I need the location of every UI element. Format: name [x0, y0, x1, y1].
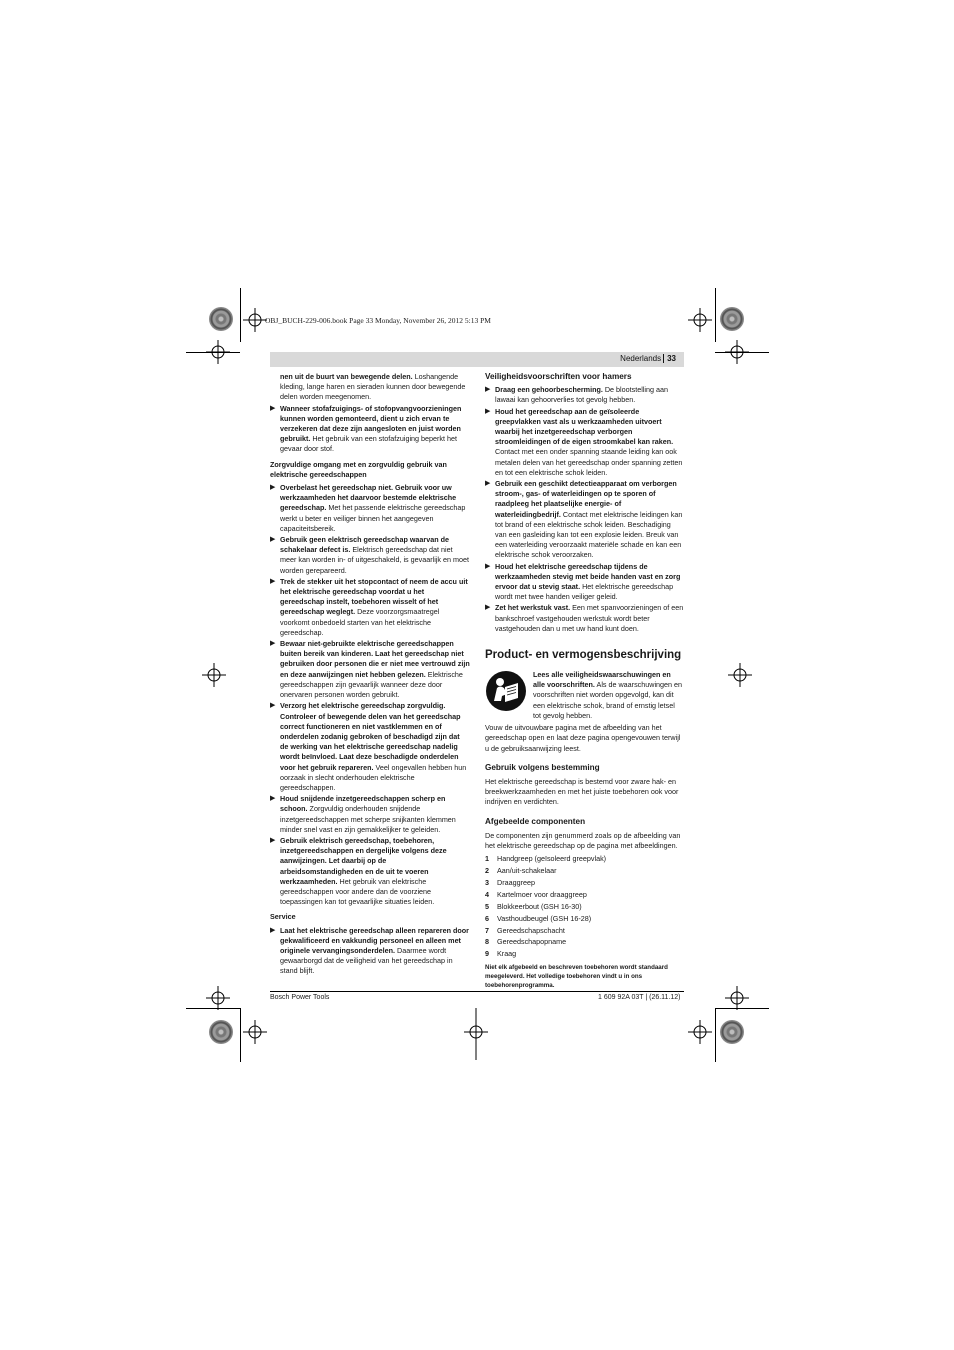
footer-divider: [270, 991, 684, 992]
item-number: 1: [485, 854, 489, 864]
list-item: ▶ Draag een gehoorbescherming. De blootstelling aan lawaai kan gehoorverlies tot gevolg hebben.: [485, 385, 668, 405]
warning-block: Lees alle veiligheidswaarschuwingen en alle voorschriften. Als de waarschuwingen en voorschriften niet worden opgevolgd, kan dit een elektrische schok, brand of ernstig letsel tot gevolg hebben.: [485, 670, 684, 721]
list-item: [485, 853, 684, 865]
list-item: ▶ Houd het elektrische gereedschap tijdens de werkzaamheden stevig met beide handen vast en zorg ervoor dat u stevig staat. Het elektrische gereedschap wordt met twee handen veiliger geleid.: [485, 561, 681, 602]
paragraph: Vouw de uitvouwbare pagina met de afbeelding van het gereedschap open en laat deze pagina opengevouwen terwijl u de gebruiksaanwijzing leest.: [485, 723, 681, 753]
header-section: Nederlands: [620, 354, 662, 363]
paragraph: De componenten zijn genummerd zoals op de afbeelding van het elektrische gereedschap op de pagina met afbeeldingen.: [485, 830, 681, 850]
print-slug: OBJ_BUCH-229-006.book Page 33 Monday, November 26, 2012 5:13 PM: [265, 316, 491, 325]
item-number: 7: [485, 925, 489, 935]
paragraph: Het elektrische gereedschap is bestemd voor zware hak- en breekwerkzaamheden en met het juiste toebehoren ook voor indrijven en verdichten.: [485, 776, 679, 807]
manual-reading-icon: [485, 670, 527, 712]
item-label: Vasthoudbeugel (GSH 16-28): [497, 913, 592, 923]
section-heading: Zorgvuldige omgang met en zorgvuldig gebruik van elektrische gereedschappen: [270, 459, 447, 479]
note: Niet elk afgebeeld en beschreven toebehoren wordt standaard meegeleverd. Het volledige toebehoren vindt u in ons toebehorenprogramma.: [485, 964, 668, 990]
list-item: ▶ Verzorg het elektrische gereedschap zorgvuldig. Controleer of bewegende delen van het gereedschap correct functioneren en niet vastklemmen en of onderdelen zodanig gebroken of beschadigd zijn dat de werking van het elektrische gereedschap nadelig wordt beïnvloed. Laat deze beschadigde onderdelen voor het gebruik repareren. Veel ongevallen hebben hun oorzaak in slecht onderhouden elektrische gereedschappen.: [270, 701, 467, 792]
item-label: Draaggreep: [497, 877, 535, 887]
list-item: ▶ Gebruik elektrisch gereedschap, toebehoren, inzetgereedschappen en dergelijke volgens deze aanwijzingen. Let daarbij op de arbeidsomstandigheden en de uit te voeren werkzaamheden. Het gebruik van elektrische gereedschappen voor andere dan de voorziene toepassingen kan tot gevaarlijke situaties leiden.: [270, 835, 447, 907]
page-header: [270, 352, 684, 367]
footer-brand: Bosch Power Tools: [270, 994, 330, 1001]
chapter-title: Product- en vermogensbeschrijving: [485, 649, 682, 662]
section-heading: Service: [270, 912, 296, 922]
list-item: [485, 913, 684, 925]
footer-code: 1 609 92A 03T | (26.11.12): [598, 994, 681, 1001]
item-number: 2: [485, 866, 489, 876]
list-item: ▶ Houd snijdende inzetgereedschappen scherp en schoon. Zorgvuldig onderhouden snijdende inzetgereedschappen met scherpe snijkanten klemmen minder snel vast en zijn gemakkelijker te geleiden.: [270, 794, 456, 834]
item-label: Gereedschapschacht: [497, 925, 565, 935]
section-heading: Veiligheidsvoorschriften voor hamers: [485, 372, 632, 381]
list-item: ▶ Overbelast het gereedschap niet. Gebruik voor uw werkzaamheden het daarvoor bestemde elektrische gereedschap. Met het passende elektrische gereedschap werkt u beter en veiliger binnen het aangegeven capaciteitsbereik.: [270, 483, 466, 533]
item-label: Handgreep (geïsoleerd greepvlak): [497, 854, 607, 864]
list-item: [485, 948, 684, 960]
item-number: 5: [485, 901, 489, 911]
item-label: Aan/uit-schakelaar: [497, 866, 557, 876]
item-label: Kartelmoer voor draaggreep: [497, 889, 587, 899]
item-label: Gereedschapopname: [497, 937, 567, 947]
list-item: ▶ Bewaar niet-gebruikte elektrische gereedschappen buiten bereik van kinderen. Laat het gereedschap niet gebruiken door personen die er niet mee vertrouwd zijn en deze aanwijzingen niet hebben gelezen. Elektrische gereedschappen zijn gevaarlijk wanneer deze door onervaren personen worden gebruikt.: [270, 639, 470, 700]
item-number: 4: [485, 889, 489, 899]
list-item: ▶ Gebruik een geschikt detectieapparaat om verborgen stroom-, gas- of waterleidingen op te sporen of raadpleeg het plaatselijke energie- of waterleidingbedrijf. Contact met elektrische leidingen kan tot brand of een elektrische schok leiden. Beschadiging van een gasleiding kan tot een explosie leiden. Breuk van een waterleiding veroorzaakt materiële schade en kan een elektrische schok veroorzaken.: [485, 479, 683, 560]
item-label: Blokkeerbout (GSH 16-30): [497, 901, 582, 911]
list-item: ▶ Wanneer stofafzuigings- of stofopvangvoorzieningen kunnen worden gemonteerd, dient u zich ervan te verzekeren dat deze zijn aangesloten en juist worden gebruikt. Het gebruik van een stofafzuiging beperkt het gevaar door stof.: [270, 403, 462, 454]
item-number: 8: [485, 937, 489, 947]
list-item: ▶ Zet het werkstuk vast. Een met spanvoorzieningen of een bankschroef vastgehouden werkstuk wordt beter vastgehouden dan u met uw hand kunt doen.: [485, 603, 684, 633]
section-heading: Gebruik volgens bestemming: [485, 762, 600, 772]
list-item: [485, 901, 684, 913]
list-item: [485, 925, 684, 937]
left-column: [270, 372, 470, 978]
list-item: ▶ Trek de stekker uit het stopcontact of neem de accu uit het elektrische gereedschap voordat u het gereedschap instelt, toebehoren wisselt of het gereedschap weglegt. Deze voorzorgsmaatregel voorkomt onbedoeld starten van het elektrische gereedschap.: [270, 576, 468, 637]
item-number: 3: [485, 877, 489, 887]
page-number: 33: [663, 354, 676, 363]
paragraph: nen uit de buurt van bewegende delen. Loshangende kleding, lange haren en sieraden kunnen door bewegende delen worden meegenomen.: [280, 372, 466, 402]
list-item: ▶ Houd het gereedschap aan de geïsoleerde greepvlakken vast als u werkzaamheden uitvoert waarbij het inzetgereedschap verborgen stroomleidingen of de eigen stroomkabel kan raken. Contact met een onder spanning staande leiding kan ook metalen delen van het gereedschap onder spanning zetten en tot een elektrische schok leiden.: [485, 406, 683, 477]
list-item: [485, 889, 684, 901]
item-number: 9: [485, 949, 489, 959]
list-item: [485, 865, 684, 877]
list-item: ▶ Gebruik geen elektrisch gereedschap waarvan de schakelaar defect is. Elektrisch gereedschap dat niet meer kan worden in- of uitgeschakeld, is gevaarlijk en moet worden gerepareerd.: [270, 535, 469, 575]
section-heading: Afgebeelde componenten: [485, 816, 586, 826]
item-number: 6: [485, 913, 489, 923]
item-label: Kraag: [497, 949, 517, 959]
list-item: [485, 877, 684, 889]
right-column: [485, 372, 684, 990]
list-item: ▶ Laat het elektrische gereedschap alleen repareren door gekwalificeerd en vakkundig personeel en alleen met originele vervangingsonderdelen. Daarmee wordt gewaarborgd dat de veiligheid van het gereedschap in stand blijft.: [270, 925, 469, 976]
list-item: [485, 936, 684, 948]
component-list: [485, 853, 684, 960]
